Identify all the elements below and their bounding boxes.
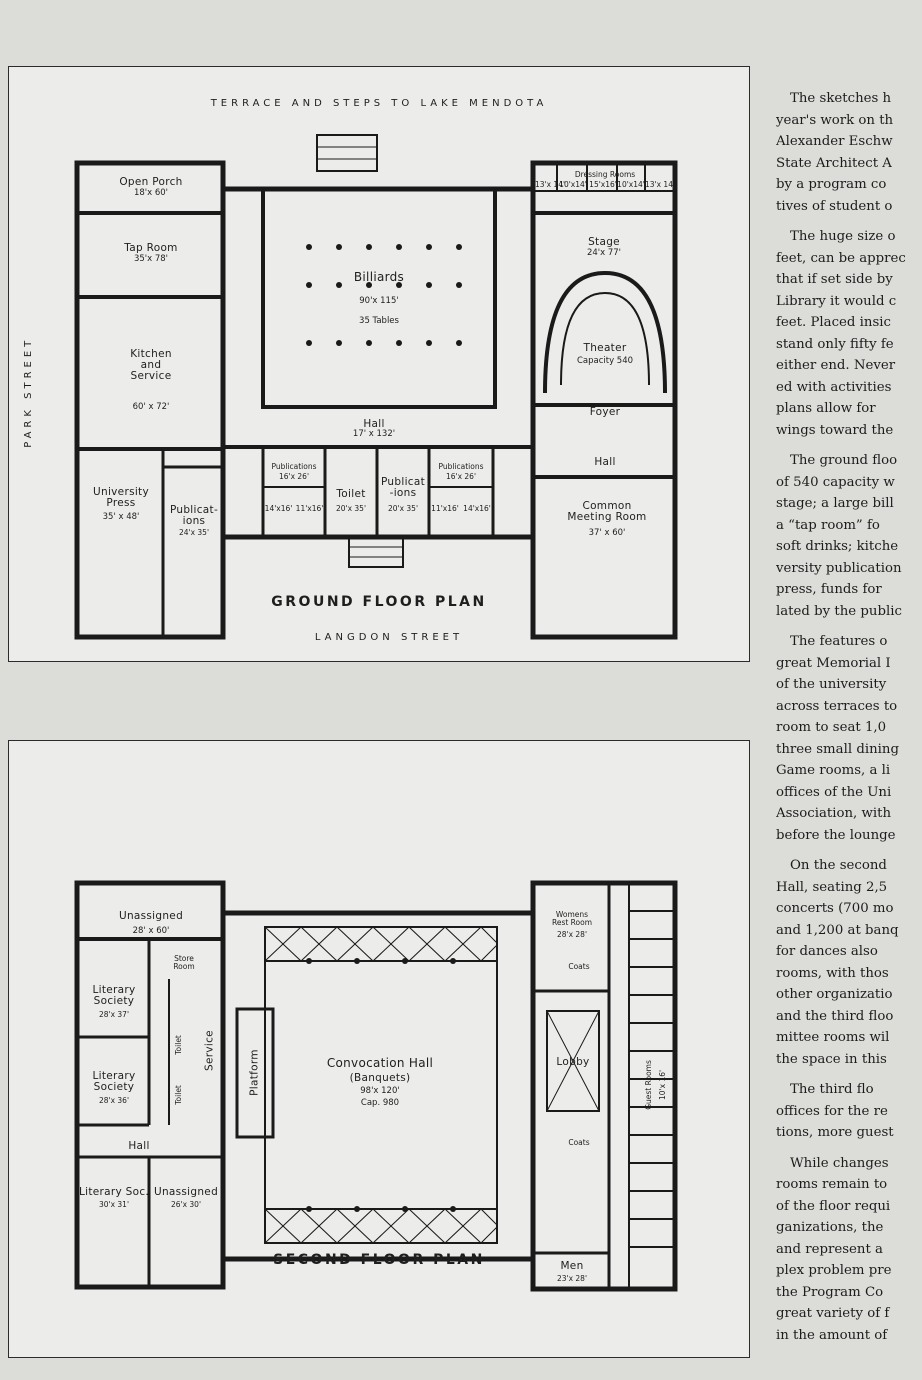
coats-2-label: Coats [568,1138,590,1147]
article-line: of the university [776,677,887,692]
hall-dim: 17' x 132' [352,429,396,439]
guest-rooms-dim: 10'x 16' [658,1069,668,1100]
article-paragraph [776,226,922,441]
coats-1-label: Coats [568,962,590,971]
park-street-label: PARK STREET [22,336,34,448]
second-floor-plan-panel [8,740,750,1358]
university-press-label: University Press [93,486,149,510]
hall-label: Hall [363,418,385,430]
article-paragraph [776,1153,922,1347]
article-line: room to seat 1,0 [776,720,887,735]
article-text-column [776,88,922,1355]
article-line: for dances also [776,944,878,959]
convocation-capacity: Cap. 980 [360,1098,400,1108]
publications-left-label: Publicat- ions [169,504,219,528]
foyer-label: Foyer [589,406,621,418]
article-line: either end. Never [776,358,896,373]
article-line: that if set side by [776,272,893,287]
article-paragraph [776,450,922,622]
article-line: three small dining [776,741,899,757]
unassigned-label: Unassigned [118,910,184,922]
ground-floor-plan-panel [8,66,750,662]
article-paragraph [776,631,922,846]
article-line: and 1,200 at banq [776,922,899,938]
open-porch-dim: 18'x 60' [133,188,169,198]
unassigned-2-dim: 26'x 30' [170,1200,202,1209]
literary-society-2-dim: 28'x 36' [98,1096,130,1105]
billiards-dim: 90'x 115' [359,296,399,306]
article-line: Library it would c [776,293,897,309]
article-line: ed with activities [776,379,892,395]
article-line: tions, more guest [776,1125,894,1140]
article-line: and the third floo [776,1008,894,1024]
womens-rest-room-label: Womens Rest Room [551,910,593,927]
theater-label: Theater [583,342,627,354]
guest-rooms-label: Guest Rooms [644,1060,654,1110]
article-line: plans allow for [776,401,876,416]
article-paragraph [776,88,922,217]
toilet-dim: 20'x 35' [335,504,367,513]
article-line: before the lounge [776,827,896,843]
terrace-label: TERRACE AND STEPS TO LAKE MENDOTA [210,98,548,109]
toilet-label: Toilet [336,488,366,500]
article-line: and represent a [776,1241,883,1257]
open-porch-label: Open Porch [119,176,183,188]
tap-room-label: Tap Room [124,242,178,254]
convocation-hall-label: Convocation Hall [326,1056,434,1070]
article-line: other organizatio [776,987,893,1002]
article-line: feet, can be apprec [776,250,906,266]
dressing-dim-4: 10'x14' [617,180,645,189]
langdon-street-label: LANGDON STREET [314,632,464,643]
publications-left-dim: 24'x 35' [178,528,210,537]
second-floor-caption: SECOND FLOOR PLAN [273,1252,485,1268]
common-meeting-room-dim: 37' x 60' [588,528,626,538]
publications-a-dim: 16'x 26' [278,472,310,481]
common-meeting-room-label: Common Meeting Room [567,500,647,524]
toilet-2-label: Toilet [174,1085,184,1105]
womens-rest-room-dim: 28'x 28' [556,930,588,939]
article-line: The sketches h [790,91,892,106]
dressing-rooms-label: Dressing Rooms [574,170,636,179]
literary-society-1-label: Literary Society [92,984,136,1008]
article-line: offices for the re [776,1103,888,1119]
article-line: press, funds for [776,582,882,597]
stage-label: Stage [588,236,620,248]
dressing-dim-2: 10'x14' [559,180,587,189]
article-line: rooms, with thos [776,965,889,981]
article-line: stand only fifty fe [776,336,894,352]
article-line: Game rooms, a li [776,763,891,778]
men-label: Men [560,1260,584,1272]
literary-society-1-dim: 28'x 37' [98,1010,130,1019]
ground-floor-caption: GROUND FLOOR PLAN [271,594,487,610]
article-line: Alexander Eschw [776,134,893,149]
dressing-dim-5: 13'x 14' [645,180,676,189]
article-line: offices of the Uni [776,784,892,800]
article-line: concerts (700 mo [776,901,894,916]
article-line: Hall, seating 2,5 [776,879,888,895]
article-line: plex problem pre [776,1263,892,1278]
article-line: mittee rooms wil [776,1030,890,1045]
lobby-label: Lobby [556,1056,590,1068]
article-line: across terraces to [776,698,898,714]
literary-society-2-label: Literary Society [92,1070,136,1094]
tap-room-dim: 35'x 78' [133,254,169,264]
unassigned-dim: 28' x 60' [132,926,170,936]
article-line: of 540 capacity w [776,474,895,490]
theater-capacity: Capacity 540 [576,356,634,366]
article-line: great Memorial I [776,655,891,671]
unassigned-2-label: Unassigned [153,1186,219,1198]
article-line: in the amount of [776,1327,888,1343]
article-paragraph [776,855,922,1070]
article-line: of the floor requi [776,1198,891,1214]
dressing-dim-3: 15'x16' [589,180,617,189]
publications-c-dim: 16'x 26' [445,472,477,481]
article-line: ganizations, the [776,1220,884,1235]
article-line: tives of student o [776,198,893,214]
article-line: The ground floo [790,453,898,468]
article-line: On the second [790,858,887,873]
kitchen-label: Kitchen and Service [130,348,172,383]
article-line: rooms remain to [776,1177,888,1192]
hall-2-label: Hall [594,456,616,468]
billiards-label: Billiards [353,270,405,284]
hall-label: Hall [128,1140,150,1152]
convocation-dim: 98'x 120' [360,1086,400,1096]
kitchen-dim: 60' x 72' [132,402,170,412]
article-line: a “tap room” fo [776,517,880,533]
column-markers [306,958,456,1212]
article-line: the Program Co [776,1284,884,1300]
dressing-dim-1: 13'x 14' [535,180,566,189]
literary-soc-label: Literary Soc. [79,1186,150,1198]
platform-label: Platform [248,1049,261,1096]
small-dim-3: 11'x16' [431,504,459,513]
article-line: versity publication [776,560,902,576]
article-line: soft drinks; kitche [776,539,899,554]
billiard-tables [306,244,462,346]
publications-a-label: Publications [271,462,317,471]
article-line: Association, with [776,806,892,821]
small-dim-4: 14'x16' [463,504,491,513]
article-paragraph [776,1079,922,1144]
article-line: The features o [790,634,888,649]
men-dim: 23'x 28' [556,1274,588,1283]
article-line: great variety of f [776,1306,890,1321]
small-dim-1: 14'x16' [264,504,293,513]
store-room-label: Store Room [173,954,195,971]
convocation-sub-label: (Banquets) [349,1072,411,1084]
small-dim-2: 11'x16' [295,504,324,513]
article-line: the space in this [776,1051,887,1067]
article-line: lated by the public [776,603,902,619]
article-line: year's work on th [776,112,894,128]
toilet-1-label: Toilet [174,1035,184,1055]
article-line: feet. Placed insic [776,315,891,330]
billiards-tables-label: 35 Tables [359,316,399,326]
literary-soc-dim: 30'x 31' [98,1200,130,1209]
article-line: While changes [790,1155,889,1171]
service-label: Service [203,1030,216,1071]
university-press-dim: 35' x 48' [102,512,140,522]
article-line: The huge size o [790,229,896,244]
publications-c-label: Publications [438,462,484,471]
publications-b-label: Publicat -ions [380,476,426,500]
publications-b-dim: 20'x 35' [387,504,419,513]
article-line: stage; a large bill [776,496,894,511]
article-line: by a program co [776,177,887,192]
article-line: State Architect A [776,155,892,171]
stage-dim: 24'x 77' [586,248,622,258]
article-line: The third flo [790,1082,874,1097]
article-line: wings toward the [776,422,894,438]
